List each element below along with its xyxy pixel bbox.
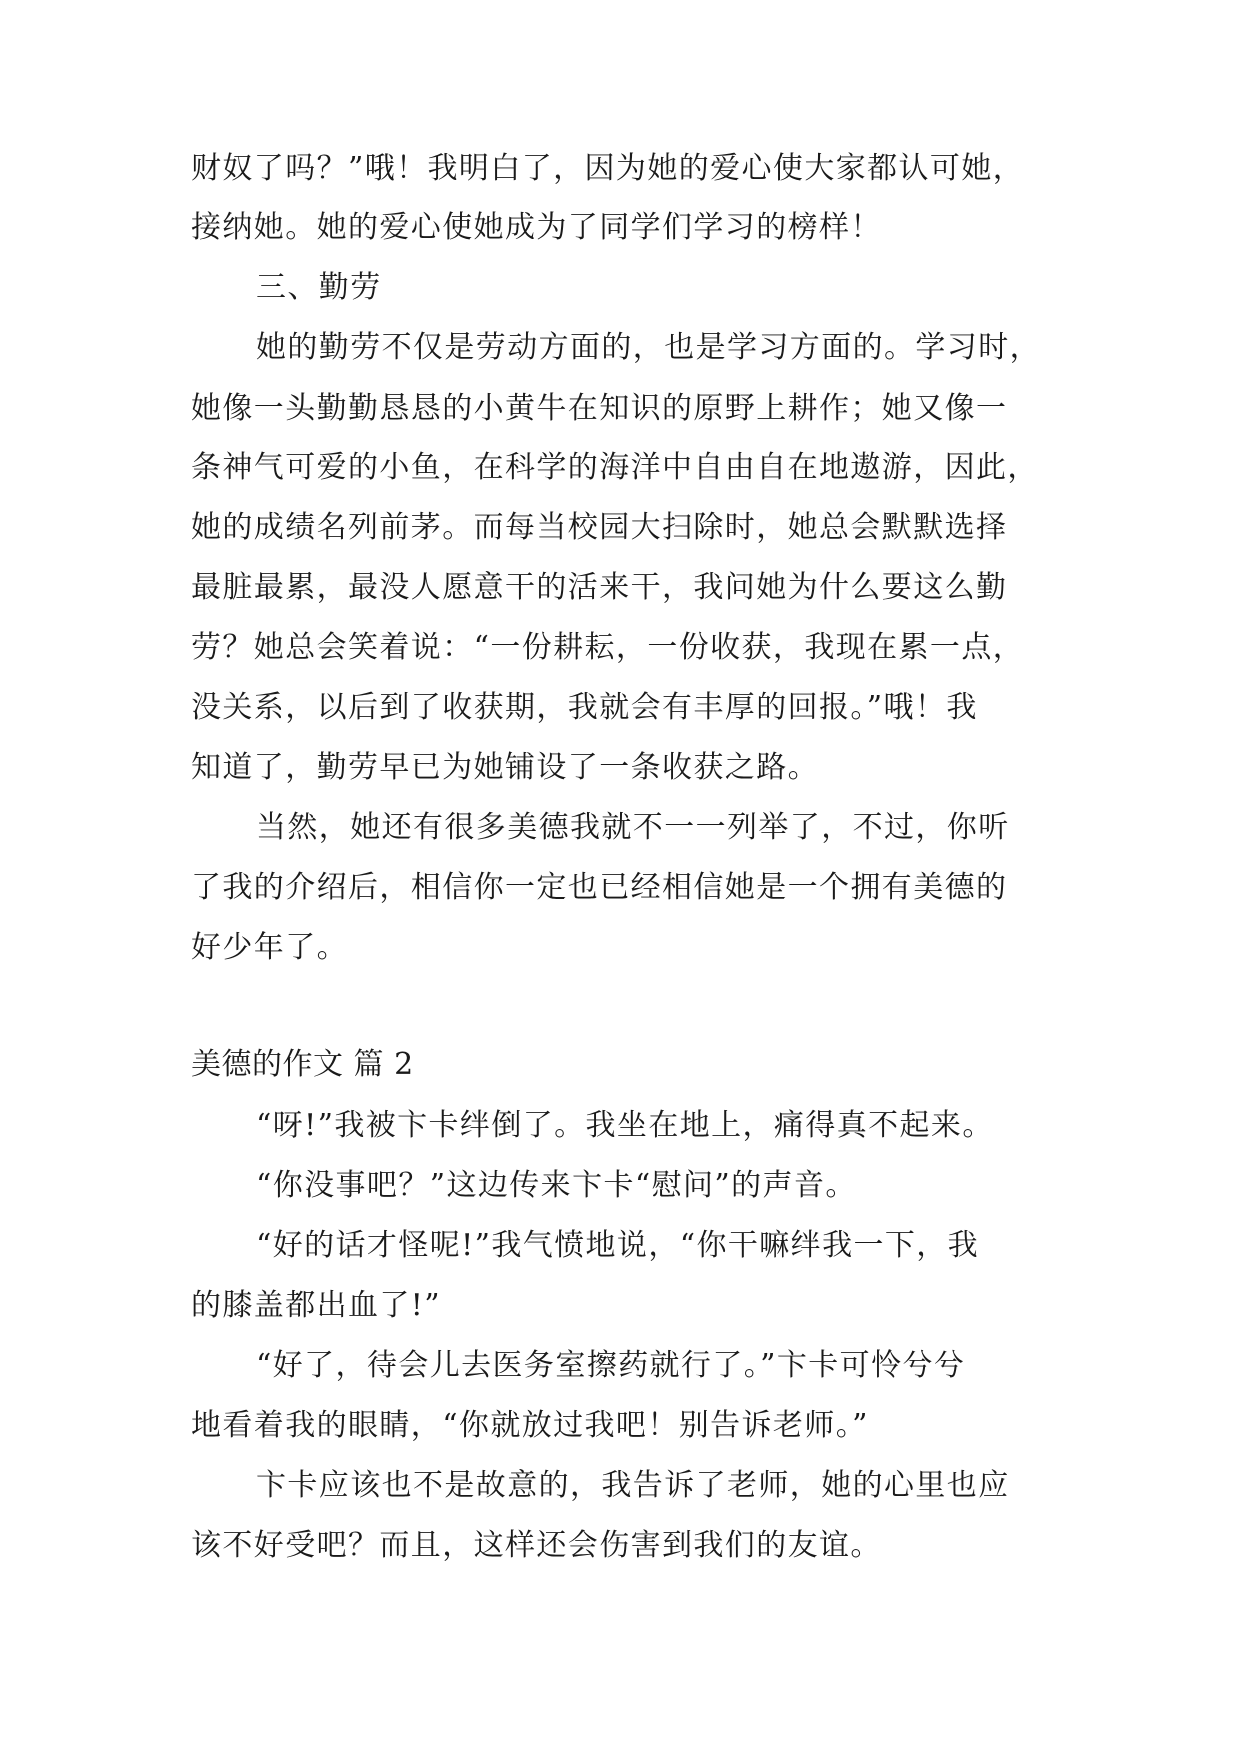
- paragraph-line: 她的成绩名列前茅。而每当校园大扫除时，她总会默默选择: [191, 510, 1008, 545]
- paragraph-line: “你没事吧？”这边传来卞卡“慰问”的声音。: [256, 1168, 857, 1203]
- paragraph-line: “呀!”我被卞卡绊倒了。我坐在地上，痛得真不起来。: [256, 1108, 994, 1143]
- paragraph-line: 最脏最累，最没人愿意干的活来干，我问她为什么要这么勤: [191, 570, 1008, 605]
- paragraph-line: 当然，她还有很多美德我就不一一列举了，不过，你听: [256, 810, 1010, 845]
- paragraph-line: 知道了，勤劳早已为她铺设了一条收获之路。: [191, 750, 819, 785]
- paragraph-line: 劳？她总会笑着说：“一份耕耘，一份收获，我现在累一点，: [191, 630, 1025, 665]
- paragraph-line: 的膝盖都出血了!”: [191, 1288, 441, 1323]
- paragraph-line: “好了，待会儿去医务室擦药就行了。”卞卡可怜兮兮: [256, 1348, 966, 1383]
- paragraph-line: 地看着我的眼睛，“你就放过我吧！别告诉老师。”: [191, 1408, 869, 1443]
- paragraph-line: 她像一头勤勤恳恳的小黄牛在知识的原野上耕作；她又像一: [191, 391, 1008, 426]
- section-heading: 三、勤劳: [256, 270, 382, 305]
- paragraph-line: 财奴了吗？”哦！我明白了，因为她的爱心使大家都认可她，: [191, 151, 1025, 186]
- paragraph-line: 卞卡应该也不是故意的，我告诉了老师，她的心里也应: [256, 1468, 1010, 1503]
- paragraph-line: 没关系，以后到了收获期，我就会有丰厚的回报。”哦！我: [191, 690, 978, 725]
- paragraph-line: 接纳她。她的爱心使她成为了同学们学习的榜样！: [191, 210, 882, 245]
- paragraph-line: 她的勤劳不仅是劳动方面的，也是学习方面的。学习时，: [256, 330, 1041, 365]
- paragraph-line: “好的话才怪呢!”我气愤地说，“你干嘛绊我一下，我: [256, 1228, 980, 1263]
- paragraph-line: 好少年了。: [191, 930, 348, 965]
- article-title: 美德的作文 篇 2: [191, 1047, 414, 1082]
- paragraph-line: 条神气可爱的小鱼，在科学的海洋中自由自在地遨游，因此，: [191, 450, 1039, 485]
- paragraph-line: 该不好受吧？而且，这样还会伤害到我们的友谊。: [191, 1528, 882, 1563]
- paragraph-line: 了我的介绍后，相信你一定也已经相信她是一个拥有美德的: [191, 870, 1008, 905]
